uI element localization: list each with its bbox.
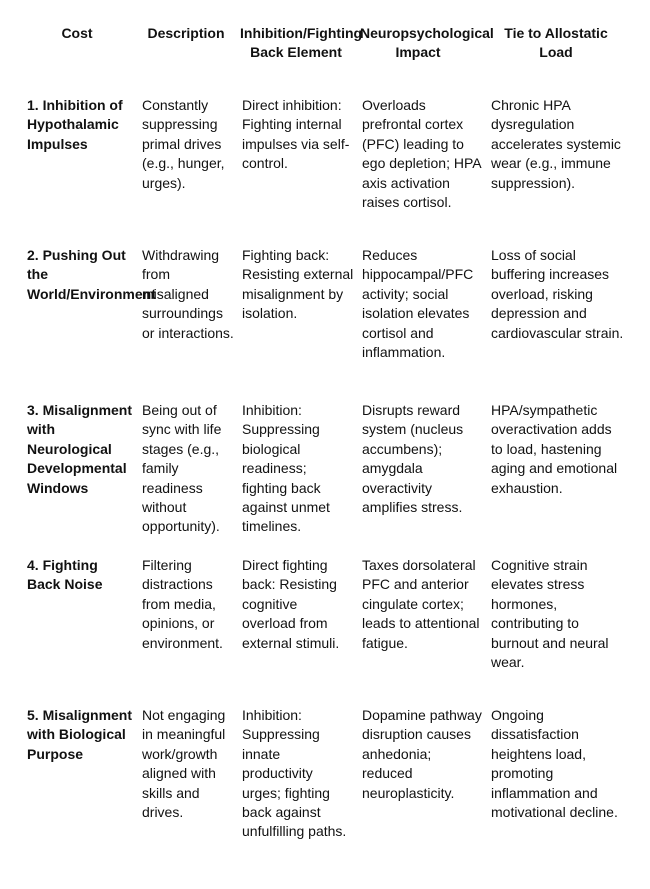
row-4-cost: 4. Fighting Back Noise <box>27 557 103 593</box>
row-1-element: Direct inhibition: Fighting internal impulses via self-control. <box>242 97 350 172</box>
row-2-cost: 2. Pushing Out the World/Environment <box>27 247 156 302</box>
row-4-description: Filtering distractions from media, opinions, or environment. <box>142 557 223 651</box>
row-5-description: Not engaging in meaningful work/growth aligned with skills and drives. <box>142 707 226 821</box>
row-4-element: Direct fighting back: Resisting cognitive overload from external stimuli. <box>242 557 340 651</box>
row-3-cost: 3. Misalignment with Neurological Developmental Windows <box>27 402 133 496</box>
row-2-impact: Reduces hippocampal/PFC activity; social isolation elevates cortisol and inflammation. <box>362 247 474 361</box>
header-cost: Cost <box>61 25 93 41</box>
row-3-impact: Disrupts reward system (nucleus accumbens); amygdala overactivity amplifies stress. <box>362 402 464 516</box>
header-description: Description <box>147 25 225 41</box>
row-3-element: Inhibition: Suppressing biological readiness; fighting back against unmet timelines. <box>242 402 330 535</box>
row-5-load: Ongoing dissatisfaction heightens load, promoting inflammation and motivational decline. <box>491 707 618 821</box>
row-5-element: Inhibition: Suppressing innate productivity urges; fighting back against unfulfilling paths. <box>242 707 347 840</box>
row-1-impact: Overloads prefrontal cortex (PFC) leading to ego depletion; HPA axis activation raises cortisol. <box>362 97 481 211</box>
row-3-load: HPA/sympathetic overactivation adds to load, hastening aging and emotional exhaustion. <box>491 402 618 496</box>
row-3-description: Being out of sync with life stages (e.g., family readiness without opportunity). <box>142 402 222 535</box>
row-5-impact: Dopamine pathway disruption causes anhedonia; reduced neuroplasticity. <box>362 707 482 801</box>
row-2-load: Loss of social buffering increases overload, risking depression and cardiovascular strain. <box>491 247 624 341</box>
row-4-impact: Taxes dorsolateral PFC and anterior cingulate cortex; leads to attentional fatigue. <box>362 557 480 651</box>
header-inhibition-fighting-back-element: Inhibition/Fighting Back Element <box>240 25 363 61</box>
row-5-cost: 5. Misalignment with Biological Purpose <box>27 707 133 762</box>
header-neuropsychological-impact: Neuropsychological Impact <box>360 25 494 61</box>
row-1-cost: 1. Inhibition of Hypothalamic Impulses <box>27 97 123 152</box>
row-2-description: Withdrawing from misaligned surroundings or interactions. <box>142 247 234 341</box>
row-1-description: Constantly suppressing primal drives (e.g., hunger, urges). <box>142 97 225 191</box>
header-tie-to-allostatic-load: Tie to Allostatic Load <box>504 25 608 61</box>
row-1-load: Chronic HPA dysregulation accelerates systemic wear (e.g., immune suppression). <box>491 97 621 191</box>
row-4-load: Cognitive strain elevates stress hormones, contributing to burnout and neural wear. <box>491 557 609 671</box>
row-2-element: Fighting back: Resisting external misalignment by isolation. <box>242 247 354 322</box>
